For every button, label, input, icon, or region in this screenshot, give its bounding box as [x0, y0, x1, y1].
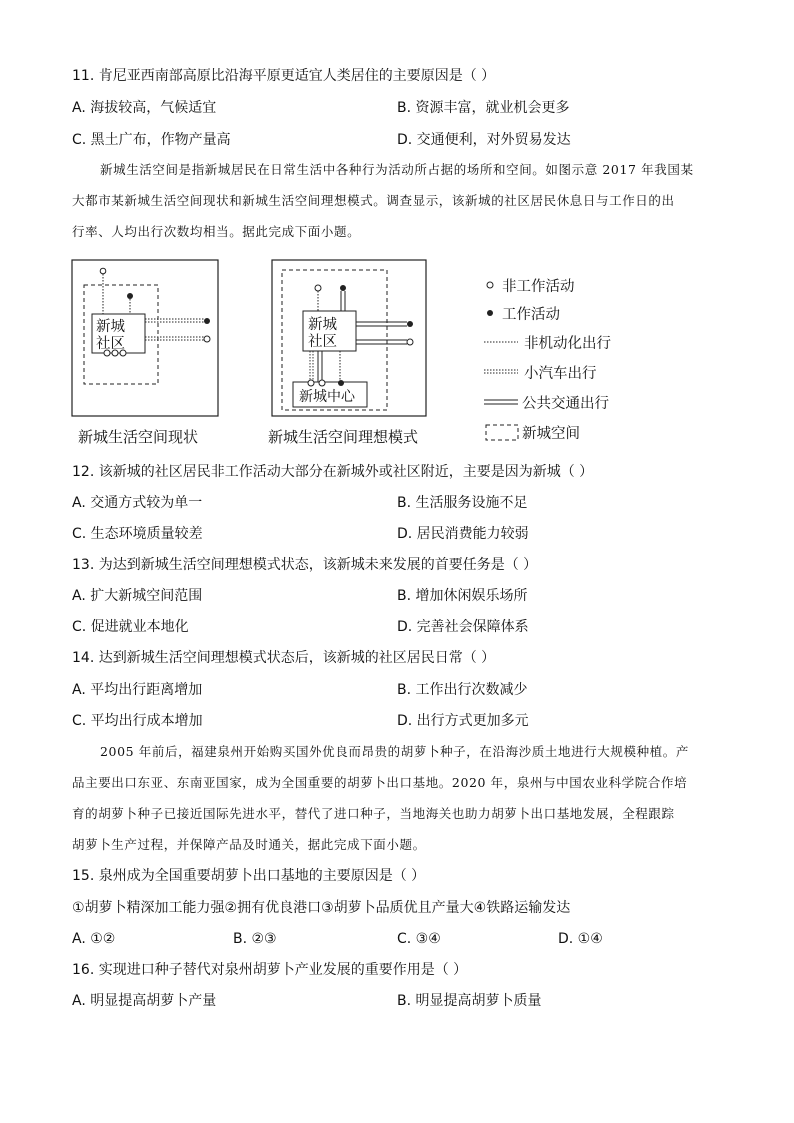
- current-community-label-1: 新城: [96, 319, 125, 335]
- q12-option-d: D. 居民消费能力较弱: [397, 526, 529, 542]
- ideal-community-label-1: 新城: [308, 317, 337, 333]
- q11-option-a: A. 海拔较高，气候适宜: [72, 100, 217, 116]
- caption-ideal: 新城生活空间理想模式: [268, 428, 419, 446]
- current-community-label-2: 社区: [96, 336, 125, 352]
- q11-stem: 11. 肯尼亚西南部高原比沿海平原更适宜人类居住的主要原因是（ ）: [72, 68, 496, 84]
- q12-option-a: A. 交通方式较为单一: [72, 495, 203, 511]
- q15-items: ①胡萝卜精深加工能力强②拥有优良港口③胡萝卜品质优且产量大④铁路运输发达: [72, 900, 571, 916]
- q15-option-c: C. ③④: [397, 931, 441, 947]
- work-activity-icon: [127, 293, 133, 299]
- q12-stem: 12. 该新城的社区居民非工作活动大部分在新城外或社区附近，主要是因为新城（ ）: [72, 464, 594, 480]
- work-activity-icon: [340, 285, 346, 291]
- passage2-line4: 胡萝卜生产过程，并保障产品及时通关，据此完成下面小题。: [72, 837, 426, 852]
- q14-option-d: D. 出行方式更加多元: [397, 713, 529, 729]
- q16-stem: 16. 实现进口种子替代对泉州胡萝卜产业发展的重要作用是（ ）: [72, 962, 468, 978]
- living-space-diagram: [70, 258, 630, 453]
- q11-option-b: B. 资源丰富，就业机会更多: [397, 100, 570, 116]
- q16-option-a: A. 明显提高胡萝卜产量: [72, 993, 217, 1009]
- q12-option-b: B. 生活服务设施不足: [397, 495, 528, 511]
- legend-non-work-label: 非工作活动: [502, 279, 575, 295]
- ideal-community-label-2: 社区: [308, 334, 337, 350]
- legend-nonmotor-label: 非机动化出行: [524, 336, 611, 352]
- non-work-activity-icon: [407, 339, 413, 345]
- q15-option-b: B. ②③: [233, 931, 277, 947]
- q12-option-c: C. 生态环境质量较差: [72, 526, 203, 542]
- q13-stem: 13. 为达到新城生活空间理想模式状态，该新城未来发展的首要任务是（ ）: [72, 557, 538, 573]
- q14-option-b: B. 工作出行次数减少: [397, 682, 528, 698]
- q13-option-c: C. 促进就业本地化: [72, 619, 189, 635]
- q15-option-d: D. ①④: [558, 931, 603, 947]
- q13-option-d: D. 完善社会保障体系: [397, 619, 529, 635]
- passage2-line1: 2005 年前后，福建泉州开始购买国外优良而昂贵的胡萝卜种子，在沿海沙质土地进行大规模种植。产: [100, 744, 689, 759]
- q15-option-a: A. ①②: [72, 931, 116, 947]
- work-activity-icon: [204, 318, 210, 324]
- legend-non-work-icon: [487, 282, 493, 288]
- passage2-line3: 育的胡萝卜种子已接近国际先进水平，替代了进口种子，当地海关也助力胡萝卜出口基地发展，全程跟踪: [72, 806, 675, 821]
- legend-work-label: 工作活动: [502, 307, 560, 323]
- passage1-line2: 大都市某新城生活空间现状和新城生活空间理想模式。调查显示，该新城的社区居民休息日与工作日的出: [72, 193, 675, 208]
- non-work-activity-icon: [100, 268, 106, 274]
- q11-option-c: C. 黑土广布，作物产量高: [72, 132, 231, 148]
- non-work-activity-icon: [204, 336, 210, 342]
- q16-option-b: B. 明显提高胡萝卜质量: [397, 993, 542, 1009]
- q14-option-c: C. 平均出行成本增加: [72, 713, 203, 729]
- non-work-activity-icon: [315, 285, 321, 291]
- passage1-line1: 新城生活空间是指新城居民在日常生活中各种行为活动所占据的场所和空间。如图示意 2017 年我国某: [100, 162, 694, 177]
- passage1-line3: 行率、人均出行次数均相当。据此完成下面小题。: [72, 224, 361, 239]
- legend-space-box: [486, 425, 518, 440]
- legend-space-label: 新城空间: [522, 426, 580, 442]
- q14-option-a: A. 平均出行距离增加: [72, 682, 203, 698]
- q15-stem: 15. 泉州成为全国重要胡萝卜出口基地的主要原因是（ ）: [72, 868, 426, 884]
- q11-option-d: D. 交通便利，对外贸易发达: [397, 132, 571, 148]
- ideal-center-label: 新城中心: [299, 389, 355, 405]
- q13-option-b: B. 增加休闲娱乐场所: [397, 588, 528, 604]
- caption-current: 新城生活空间现状: [78, 428, 199, 446]
- q13-option-a: A. 扩大新城空间范围: [72, 588, 203, 604]
- legend-car-label: 小汽车出行: [524, 366, 597, 382]
- legend-work-icon: [487, 310, 493, 316]
- q14-stem: 14. 达到新城生活空间理想模式状态后，该新城的社区居民日常（ ）: [72, 650, 496, 666]
- work-activity-icon: [407, 321, 413, 327]
- legend-transit-label: 公共交通出行: [522, 396, 609, 412]
- passage2-line2: 品主要出口东亚、东南亚国家，成为全国重要的胡萝卜出口基地。2020 年，泉州与中国农业科学院合作培: [72, 775, 688, 790]
